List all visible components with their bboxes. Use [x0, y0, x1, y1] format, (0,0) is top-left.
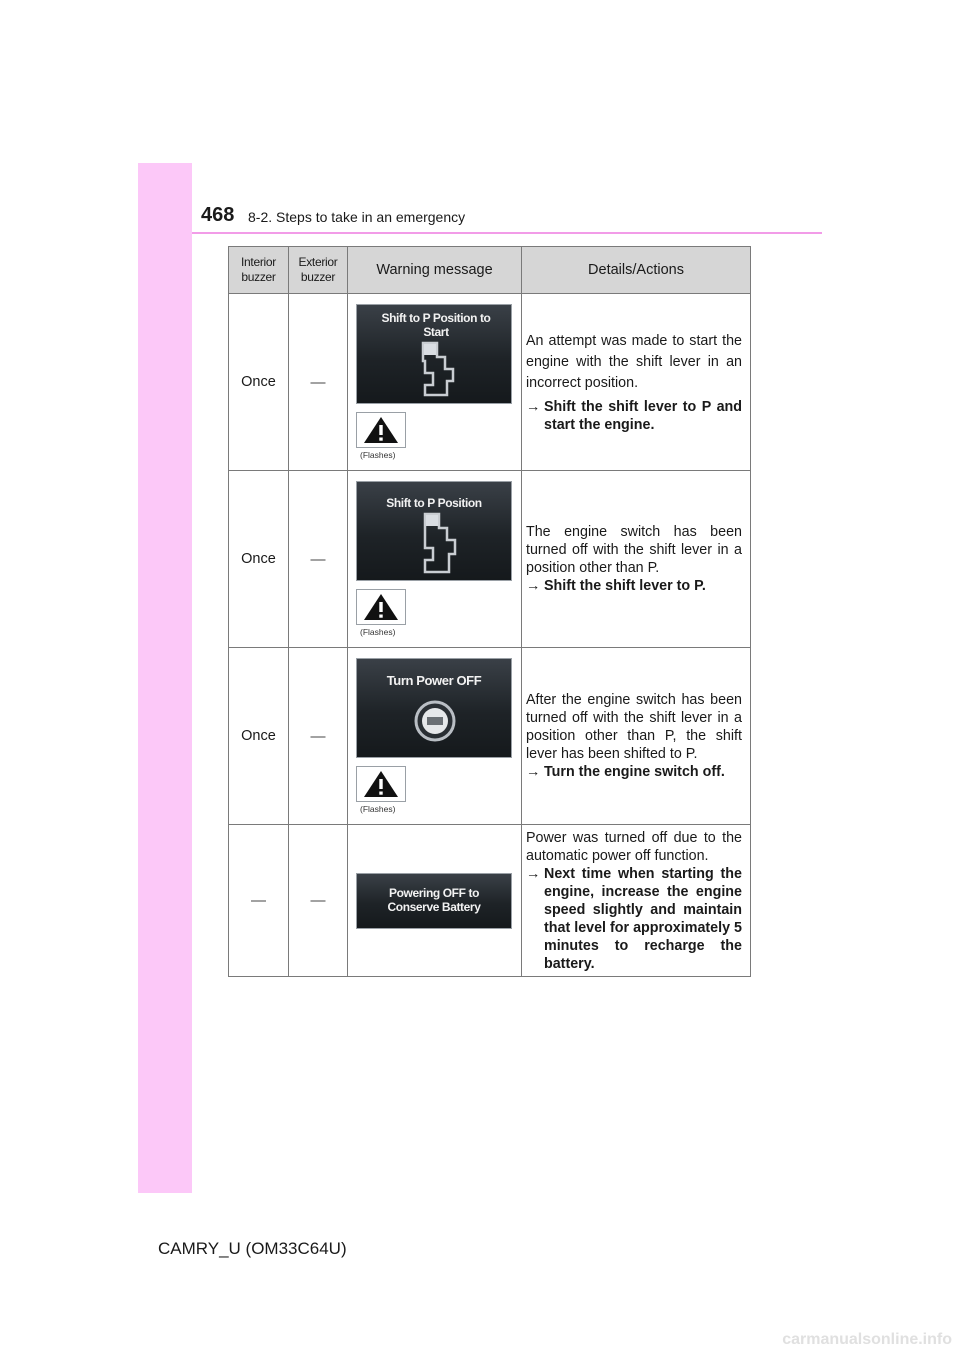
arrow-icon: → [526, 865, 541, 882]
display-screen-text: Shift to P Position [386, 496, 482, 510]
action-text [526, 577, 742, 595]
details-cell [522, 294, 751, 471]
details-text: The engine switch has been turned off with the shift lever in a position other than P. [526, 524, 742, 576]
column-header-interior-buzzer: Interior buzzer [229, 247, 289, 294]
action-label: Next time when starting the engine, increase the engine speed slightly and maintain that level for approximately 5 minutes to recharge the battery. [544, 865, 742, 972]
display-screen-text: Powering OFF to Conserve Battery [387, 885, 481, 914]
warning-indicator [356, 412, 406, 448]
exterior-buzzer-cell: — [289, 471, 348, 648]
display-screen-text: Turn Power OFF [386, 673, 482, 688]
watermark: carmanualsonline.info [782, 1331, 952, 1348]
start-stop-button-icon [413, 699, 457, 743]
details-cell [522, 648, 751, 825]
flashes-note: (Flashes) [360, 627, 396, 637]
action-text [526, 398, 742, 434]
display-screen [356, 658, 512, 758]
column-header-details-actions: Details/Actions [522, 247, 751, 294]
interior-buzzer-cell: Once [229, 471, 289, 648]
warning-triangle-icon [362, 769, 400, 799]
action-text [526, 865, 742, 973]
arrow-icon: → [526, 398, 541, 415]
shift-gate-icon [419, 512, 479, 576]
details-text: Power was turned off due to the automatic power off function. [526, 829, 742, 864]
table-row [229, 648, 751, 825]
details-text: After the engine switch has been turned off with the shift lever in a position other than P, the shift lever has been shifted to P. [526, 692, 742, 762]
display-screen [356, 481, 512, 581]
warning-triangle-icon [362, 415, 400, 445]
table-row [229, 294, 751, 471]
table-header-row [229, 247, 751, 294]
display-screen [356, 304, 512, 404]
interior-buzzer-cell: Once [229, 648, 289, 825]
warning-indicator [356, 589, 406, 625]
exterior-buzzer-cell: — [289, 648, 348, 825]
action-label: Shift the shift lever to P. [544, 578, 706, 594]
warning-message-table [228, 246, 751, 977]
warning-indicator [356, 766, 406, 802]
warning-message-cell [348, 471, 522, 648]
warning-triangle-icon [362, 592, 400, 622]
action-label: Turn the engine switch off. [544, 764, 725, 780]
display-screen-text: Shift to P Position to Start [381, 311, 491, 339]
display-screen [356, 873, 512, 929]
exterior-buzzer-cell: — [289, 294, 348, 471]
column-header-warning-message: Warning message [348, 247, 522, 294]
table-row [229, 471, 751, 648]
action-label: Shift the shift lever to P and start the engine. [544, 398, 742, 433]
warning-message-cell [348, 825, 522, 977]
table-row [229, 825, 751, 977]
arrow-icon: → [526, 764, 541, 780]
chapter-sidebar-tab [138, 163, 192, 1193]
details-cell [522, 825, 751, 977]
section-title: 8-2. Steps to take in an emergency [248, 209, 466, 225]
column-header-exterior-buzzer: Exterior buzzer [289, 247, 348, 294]
model-code-footer: CAMRY_U (OM33C64U) [158, 1239, 347, 1258]
action-text [526, 763, 742, 781]
arrow-icon: → [526, 578, 541, 594]
warning-message-cell [348, 294, 522, 471]
shift-gate-icon [417, 339, 477, 401]
exterior-buzzer-cell: — [289, 825, 348, 977]
details-text: An attempt was made to start the engine with the shift lever in an incorrect position. [526, 332, 742, 391]
flashes-note: (Flashes) [360, 450, 396, 460]
interior-buzzer-cell: Once [229, 294, 289, 471]
details-cell [522, 471, 751, 648]
warning-message-cell [348, 648, 522, 825]
header-divider [192, 232, 822, 234]
page-number: 468 [201, 204, 235, 226]
flashes-note: (Flashes) [360, 804, 396, 814]
interior-buzzer-cell: — [229, 825, 289, 977]
